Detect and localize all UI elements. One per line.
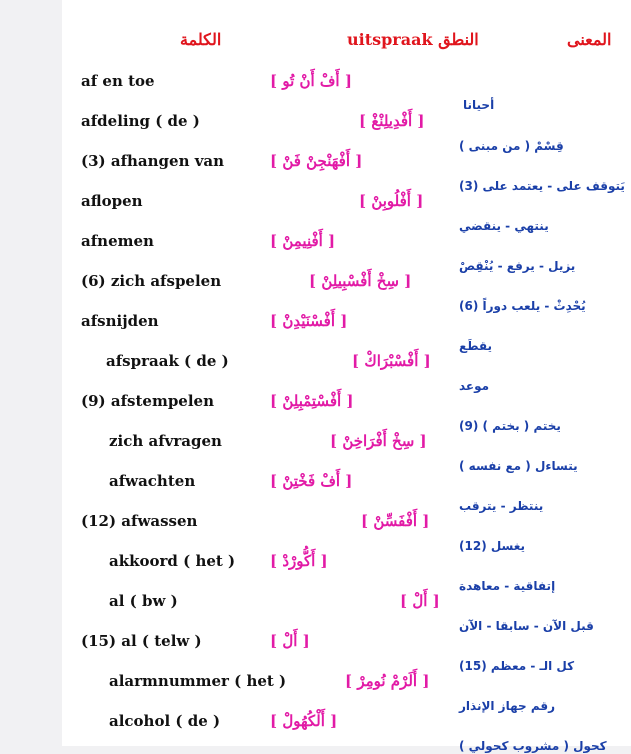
meaning-entry: كل الـ - معظم (15): [459, 659, 575, 673]
pronunciation-entry: [ أَفْسْتِمْبِلِنْ ]: [270, 392, 354, 410]
pronunciation-entry: [ أَفْسْبْرَاكْ ]: [352, 352, 431, 370]
pronunciation-entry: [ أَفْهَنْجِنْ فَنْ ]: [270, 152, 363, 170]
word-entry: afsnijden: [81, 312, 159, 330]
pronunciation-entry: [ أَفْلُوبِنْ ]: [359, 192, 424, 210]
pronunciation-entry: [ أَفْدِيلِنْغْ ]: [359, 112, 425, 130]
meaning-entry: كحول ( مشروب كحولي ): [459, 739, 607, 753]
word-entry: alcohol ( de ): [109, 712, 221, 730]
pronunciation-entry: [ أَلْكُهُولْ ]: [270, 712, 338, 730]
word-entry: akkoord ( het ): [109, 552, 236, 570]
pronunciation-entry: [ أَلَرْمْ نُومِرْ ]: [345, 672, 430, 690]
word-entry: (6) zich afspelen: [81, 272, 222, 290]
word-entry: afspraak ( de ): [106, 352, 229, 370]
pronunciation-entry: [ أَلْ ]: [400, 592, 440, 610]
meaning-entry: قِسْمْ ( من مبنى ): [459, 139, 564, 153]
pronunciation-entry: [ أَفْسْنَيْدِنْ ]: [270, 312, 348, 330]
word-entry: (12) afwassen: [81, 512, 198, 530]
pronunciation-entry: [ أَفْنِيمِنْ ]: [270, 232, 336, 250]
meaning-entry: رقم جهاز الإنذار: [459, 699, 556, 713]
document-page: [62, 0, 631, 753]
meaning-entry: يزيل - يرفع - يُنْقِصْ: [459, 259, 576, 273]
word-entry: afnemen: [81, 232, 154, 250]
header-word: الكلمة: [180, 30, 222, 49]
pronunciation-entry: [ أَكُّورْدْ ]: [270, 552, 328, 570]
word-entry: af en toe: [81, 72, 155, 90]
meaning-entry: ينتهي - ينقضي: [459, 219, 549, 233]
header-pronunciation: uitspraak النطق: [347, 30, 479, 49]
word-entry: al ( bw ): [109, 592, 178, 610]
meaning-entry: قبل الآن - سابقا - الآن: [459, 619, 594, 633]
word-entry: afwachten: [109, 472, 196, 490]
meaning-entry: ينتظر - يترقب: [459, 499, 544, 513]
word-entry: (3) afhangen van: [81, 152, 225, 170]
header-meaning: المعنى: [567, 30, 612, 49]
word-entry: (9) afstempelen: [81, 392, 214, 410]
word-entry: zich afvragen: [109, 432, 222, 450]
word-entry: afdeling ( de ): [81, 112, 200, 130]
meaning-entry: إتفاقية - معاهدة: [459, 579, 556, 593]
word-entry: alarmnummer ( het ): [109, 672, 287, 690]
meaning-entry: يختم ( بختم ) (9): [459, 419, 561, 433]
meaning-entry: يُحْدِثْ - يلعب دوراً (6): [459, 299, 586, 313]
word-entry: aflopen: [81, 192, 143, 210]
pronunciation-entry: [ أَلْ ]: [270, 632, 310, 650]
pronunciation-entry: [ أَفْ أَنْ تُو ]: [270, 72, 352, 90]
meaning-entry: يغسل (12): [459, 539, 526, 553]
pronunciation-entry: [ سِخْ أَفْرَاخِنْ ]: [330, 432, 427, 450]
pronunciation-entry: [ سِخْ أَفْسْبِيلِنْ ]: [309, 272, 412, 290]
meaning-entry: أحيانا: [463, 98, 495, 112]
meaning-entry: يتساءل ( مع نفسه ): [459, 459, 578, 473]
meaning-entry: يقطَع: [459, 339, 493, 353]
meaning-entry: يَتوقف على - يعتمد على (3): [459, 179, 625, 193]
pronunciation-entry: [ أَفْفَسِّنْ ]: [361, 512, 430, 530]
meaning-entry: موعد: [459, 379, 490, 393]
word-entry: (15) al ( telw ): [81, 632, 202, 650]
pronunciation-entry: [ أَفْ فَخْتِنْ ]: [270, 472, 353, 490]
